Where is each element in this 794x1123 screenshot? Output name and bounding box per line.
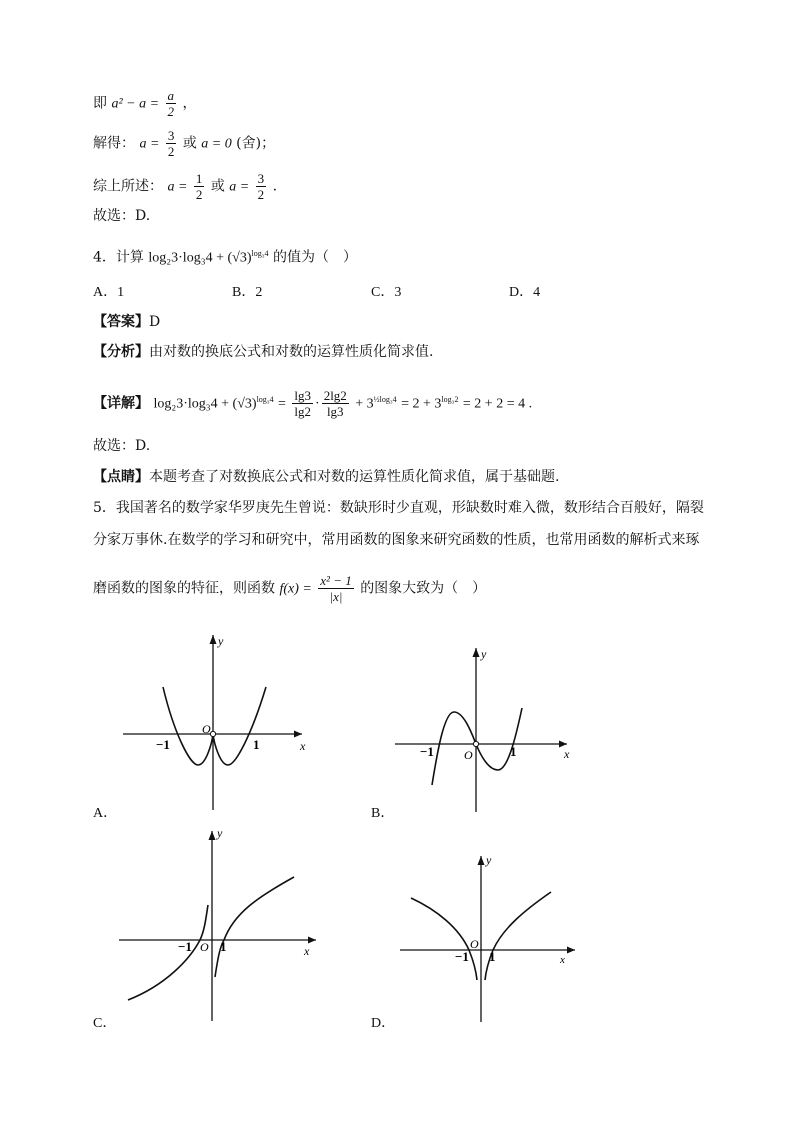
tick-pos1: 1 [220, 939, 227, 954]
exponent: log₃4 [256, 394, 274, 404]
answer: D [149, 314, 161, 330]
fraction: $\frac{a}{2}$ [167, 88, 174, 119]
analysis-line [93, 342, 433, 362]
exponent: log₃4 [251, 249, 269, 258]
origin-label: O [200, 940, 209, 954]
option-a: A．1 [93, 285, 125, 300]
line-3 [93, 171, 277, 202]
q5-line-3 [93, 573, 486, 604]
y-axis-label: y [486, 853, 492, 867]
math: + 3 [355, 396, 374, 412]
x-axis-label: x [560, 954, 565, 966]
graph-a-label: A． [93, 806, 118, 821]
math: a = 0 [201, 136, 232, 152]
origin-label: O [202, 722, 211, 736]
math: f(x) = [279, 581, 312, 597]
fraction: $\frac{3}{2}$ [257, 171, 265, 202]
fraction: $\frac{\text{x² − 1}}{|x|}$ [320, 573, 352, 604]
line-1 [93, 88, 196, 119]
x-axis-label: x [300, 739, 306, 753]
math: · [315, 396, 320, 412]
tick-neg1: −1 [156, 737, 170, 752]
analysis-text: 由对数的换底公式和对数的运算性质化简求值. [149, 344, 434, 360]
text: 或 [182, 135, 197, 152]
tick-pos1: 1 [253, 737, 260, 752]
text: 磨函数的图象的特征，则函数 [93, 580, 275, 597]
tick-pos1: 1 [489, 949, 496, 964]
text: 综上所述： [93, 178, 163, 195]
tick-pos1: 1 [510, 744, 517, 759]
text: 的值为（ ） [272, 249, 357, 266]
fraction: $\frac{\lg 3}{\lg 2}$ [294, 388, 312, 419]
graph-d [397, 848, 582, 1026]
line-4: 故选：D. [93, 208, 151, 224]
q4-stem [93, 244, 357, 269]
math: a² − a = [111, 96, 160, 112]
q5-line-1: 5．我国著名的数学家华罗庚先生曾说：数缺形时少直观，形缺数时难入微，数形结合百般好，隔裂 [93, 500, 704, 516]
graph-a [120, 625, 320, 815]
comment-text: 本题考查了对数换底公式和对数的运算性质化简求值，属于基础题. [149, 469, 560, 485]
fraction: $\frac{3}{2}$ [167, 128, 175, 159]
x-axis-label: x [564, 747, 570, 761]
text: 解得： [93, 135, 135, 152]
line-2 [93, 128, 275, 159]
analysis-tag: 【分析】 [93, 344, 149, 360]
q5-line-2: 分家万事休.在数学的学习和研究中，常用函数的图象来研究函数的性质，也常用函数的解析式来琢 [93, 532, 700, 548]
text: (舍)； [236, 135, 276, 152]
math: log₂3·log₃4 + (√3) [148, 250, 252, 266]
math: = 2 + 3 [401, 396, 442, 412]
fraction: $\frac{1}{2}$ [195, 171, 203, 202]
graph-c [116, 825, 326, 1025]
math: = 2 + 2 = 4 . [462, 396, 533, 412]
fraction: $\frac{2\lg 2}{\lg 3}$ [323, 388, 347, 419]
origin-label: O [464, 748, 473, 762]
text: 的图象大致为（ ） [360, 580, 487, 597]
origin-label: O [470, 937, 479, 951]
math: a = [167, 179, 188, 195]
comment-tag: 【点睛】 [93, 469, 149, 485]
detail-line [93, 388, 532, 419]
option-c: C．3 [371, 285, 402, 300]
y-axis-label: y [481, 647, 487, 661]
option-b: B．2 [232, 285, 263, 300]
exponent: ½log₃4 [373, 394, 397, 404]
y-axis-label: y [218, 634, 224, 648]
math: log₂3·log₃4 + (√3) [153, 396, 257, 412]
text: . [272, 178, 278, 195]
y-axis-label: y [217, 826, 223, 840]
answer-line [93, 312, 160, 332]
choose-line: 故选：D. [93, 438, 151, 454]
option-d: D．4 [509, 285, 541, 300]
tick-neg1: −1 [178, 939, 192, 954]
graph-b-label: B． [371, 806, 395, 821]
question-number: 4．计算 [93, 249, 144, 266]
math: = [278, 396, 286, 412]
tick-neg1: −1 [455, 949, 469, 964]
tick-neg1: −1 [420, 744, 434, 759]
text: 即 [93, 95, 107, 112]
comment-line [93, 467, 559, 487]
detail-tag: 【详解】 [93, 395, 149, 412]
exponent: log₃2 [441, 394, 459, 404]
graph-b [392, 642, 572, 817]
answer-tag: 【答案】 [93, 314, 149, 330]
math: a = [139, 136, 160, 152]
graph-c-label: C． [93, 1016, 117, 1031]
graph-d-label: D． [371, 1016, 396, 1031]
text: 或 [210, 178, 225, 195]
text: ， [182, 95, 197, 112]
math: a = [229, 179, 250, 195]
x-axis-label: x [304, 944, 310, 958]
